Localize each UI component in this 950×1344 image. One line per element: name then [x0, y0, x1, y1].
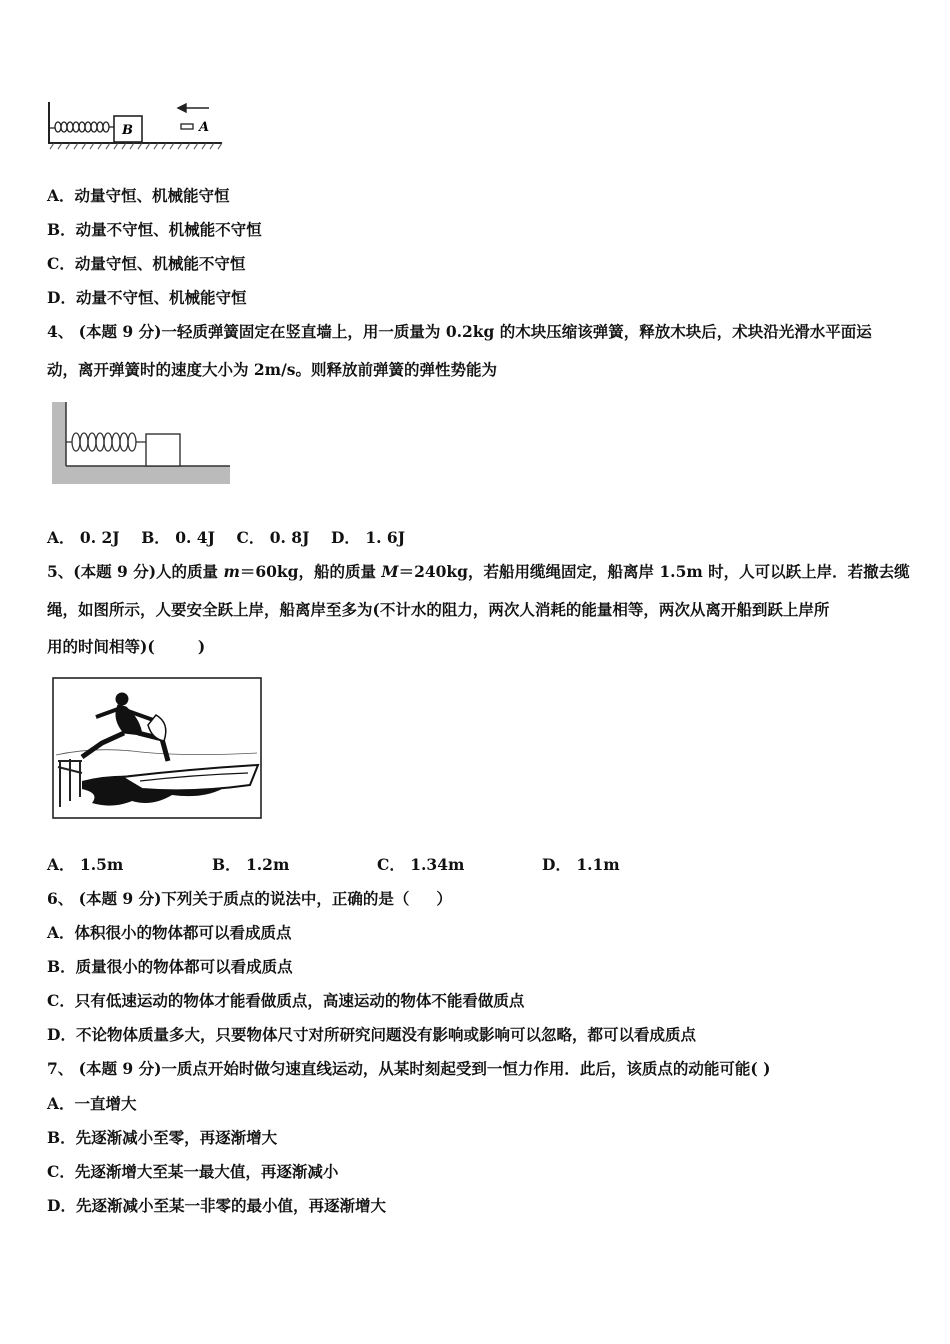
bullet-a [181, 124, 193, 129]
q4-stem-line1: 4、 (本题 9 分)一轻质弹簧固定在竖直墙上，用一质量为 0.2kg 的木块压缩该弹簧，释放木块后，术块沿光滑水平面运 [47, 322, 872, 341]
q6-option-a: A．体积很小的物体都可以看成质点 [47, 923, 292, 942]
q5-stem-line1-pre: 5、(本题 9 分)人的质量 [47, 562, 224, 581]
q6-option-d: D．不论物体质量多大，只要物体尺寸对所研究问题没有影响或影响可以忽略，都可以看成质点 [47, 1025, 696, 1044]
q4-stem-line2: 动，离开弹簧时的速度大小为 2m/s。则释放前弹簧的弹性势能为 [47, 360, 497, 379]
var-M: M [381, 562, 399, 581]
q5-option-d: D． 1.1m [542, 855, 620, 874]
arrow-left-icon [178, 104, 209, 112]
q3-option-c: C．动量守恒、机械能不守恒 [47, 254, 246, 273]
spring [66, 433, 146, 451]
q5-option-b: B． 1.2m [212, 855, 290, 874]
q5-stem-line1-mid: ＝60kg，船的质量 [239, 562, 382, 581]
q7-option-c: C．先逐渐增大至某一最大值，再逐渐减小 [47, 1162, 339, 1181]
q7-option-d: D．先逐渐减小至某一非零的最小值，再逐渐增大 [47, 1196, 386, 1215]
q3-option-a: A．动量守恒、机械能守恒 [47, 186, 230, 205]
q5-stem-line3: 用的时间相等)( ) [47, 637, 206, 656]
block [146, 434, 180, 466]
q6-option-c: C．只有低速运动的物体才能看做质点，高速运动的物体不能看做质点 [47, 991, 525, 1010]
q5-stem-line1 [47, 562, 910, 582]
block-b-label: B [122, 123, 133, 138]
boat-jump-figure [52, 677, 264, 821]
bullet-a-label: A [199, 120, 210, 135]
var-m: m [223, 562, 240, 581]
q7-stem: 7、 (本题 9 分)一质点开始时做匀速直线运动，从某时刻起受到一恒力作用．此后，该质点的动能可能( ) [47, 1059, 771, 1078]
q6-option-b: B．质量很小的物体都可以看成质点 [47, 957, 293, 976]
q7-option-b: B．先逐渐减小至零，再逐渐增大 [47, 1128, 278, 1147]
q6-stem: 6、 (本题 9 分)下列关于质点的说法中，正确的是（ ） [47, 889, 452, 908]
q5-option-a: A． 1.5m [47, 855, 124, 874]
spring [50, 122, 114, 132]
q7-option-a: A．一直增大 [47, 1094, 137, 1113]
q5-stem-line2: 绳，如图所示，人要安全跃上岸，船离岸至多为(不计水的阻力，两次人消耗的能量相等，两次从离开船到跃上岸所 [47, 600, 830, 619]
q5-option-c: C． 1.34m [377, 855, 465, 874]
q4-options: A． 0. 2J B． 0. 4J C． 0. 8J D． 1. 6J [47, 528, 406, 547]
q3-option-b: B．动量不守恒、机械能不守恒 [47, 220, 262, 239]
q5-stem-line1-post: ＝240kg，若船用缆绳固定，船离岸 1.5m 时，人可以跃上岸．若撤去缆 [398, 562, 910, 581]
q3-option-d: D．动量不守恒、机械能守恒 [47, 288, 247, 307]
spring-block-wall-figure [50, 400, 234, 490]
spring-block-bullet-figure [44, 98, 226, 152]
